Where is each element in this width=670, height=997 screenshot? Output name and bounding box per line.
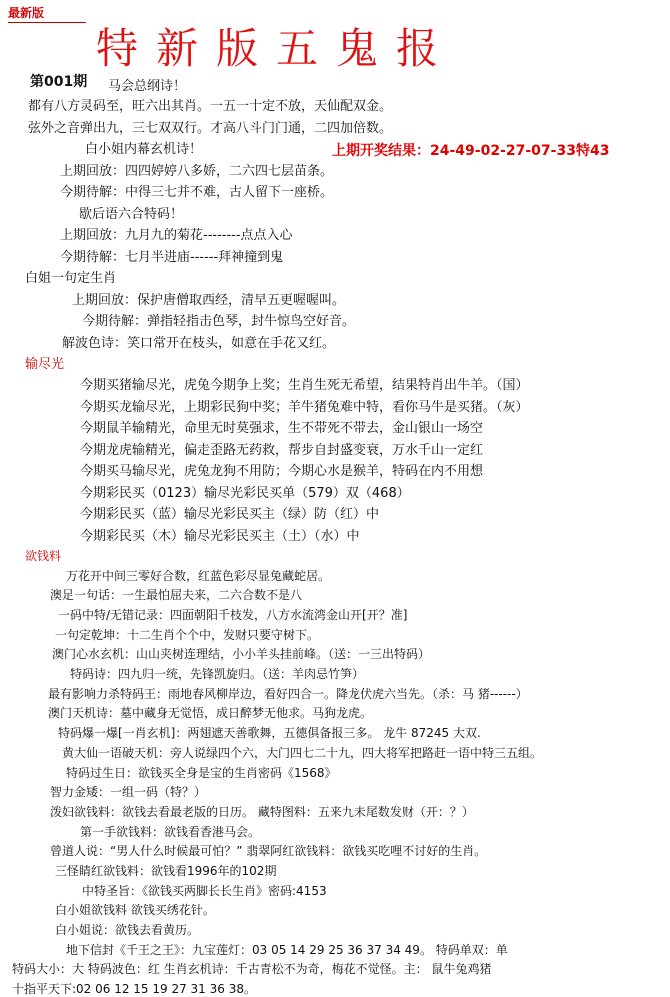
text-line: 白小姐说：欲钱去看黄历。	[55, 923, 200, 937]
text-line: 黄大仙一语破天机：旁人说绿四个六，大门四七二十九，四大将军把路赶一语中特三五组。	[62, 746, 543, 760]
text-line: 今期买龙输尽光，上期彩民狗中奖；羊牛猪兔难中特，看你马牛是买猪。（灰）	[80, 400, 529, 415]
text-line: 白姐一句定生肖	[25, 271, 117, 286]
text-line: 第一手欲钱料：欲钱看香港马会。	[80, 825, 261, 839]
text-line: 澳足一句话：一生最怕屈夫来，二六合数不是八	[50, 588, 303, 602]
badge-underline	[8, 22, 86, 23]
text-line: 中特圣旨：《欲钱买两脚长长生肖》密码:4153	[82, 884, 327, 898]
text-line: 白小姐欲钱料 欲钱买绣花针。	[55, 903, 215, 917]
text-line: 澳门心水玄机：山山夹树连理结，小小羊头挂前峰。（送：一三出特码）	[52, 647, 431, 661]
text-line: 特码过生日：欲钱买全身是宝的生肖密码《1568》	[66, 766, 337, 780]
text-line: 今期待解：中得三七并不难，古人留下一座桥。	[60, 185, 334, 200]
text-line: 上期回放：保护唐僧取西经，清早五更喔喔叫。	[72, 293, 346, 308]
text-line: 特码大小：大 特码波色：红 生肖玄机诗：千古青松不为奇，梅花不觉怪。主： 鼠牛兔鸡猪	[12, 962, 492, 976]
text-line: 今期鼠羊输精光，命里无时莫强求，生不带死不带去，金山银山一场空	[80, 421, 484, 436]
text-line: 曾道人说：“男人什么时候最可怕？” 翡翠阿红欲钱料：欲钱买吃哩不讨好的生肖。	[50, 844, 487, 858]
last-result: 上期开奖结果：24-49-02-27-07-33特43	[332, 143, 610, 159]
text-line: 今期买马输尽光，虎兔龙狗不用防；今期心水是猴羊，特码在内不用想	[80, 464, 484, 479]
text-line: 一码中特/无错记录：四面朝阳千枝发，八方水流湾金山开[开？准]	[58, 608, 408, 622]
text-line: 一句定乾坤：十二生肖个个中，发财只要守树下。	[55, 628, 320, 642]
text-line: 上期回放：四四婷婷八多娇，二六四七层苗条。	[60, 164, 334, 179]
text-line: 特码诗：四九归一统，先锋凯旋归。（送：羊肉忌竹笋）	[70, 667, 365, 681]
text-line: 今期彩民买（木）输尽光彩民买主（土）（水）中	[80, 529, 360, 544]
text-line: 歇后语六合特码！	[79, 207, 184, 222]
text-line: 上期回放：九月九的菊花--------点点入心	[60, 228, 293, 243]
text-line: 最有影响力杀特码王：雨地春风柳岸边，看好四合一。降龙伏虎六当先。（杀：马 猪------）	[48, 687, 528, 701]
text-line: 解波色诗：笑口常开在枝头，如意在手花又红。	[62, 336, 336, 351]
text-line: 泼妇欲钱料：欲钱去看最老版的日历。 藏特图料：五来九未尾数发财（开：？）	[50, 805, 474, 819]
text-line: 今期彩民买（0123）输尽光彩民买单（579）双（468）	[80, 486, 410, 501]
text-line: 十指平天下:02 06 12 15 19 27 31 36 38。	[12, 982, 256, 996]
text-line: 今期彩民买（蓝）输尽光彩民买主（绿）防（红）中	[80, 507, 380, 522]
page-title: 特新版五鬼报	[96, 24, 457, 73]
section-heading: 输尽光	[25, 357, 65, 372]
text-line: 澳门天机诗：墓中藏身无觉悟，成日醉梦无他求。马狗龙虎。	[48, 706, 373, 720]
text-line: 马会总纲诗！	[108, 79, 187, 94]
text-line: 今期龙虎输精光，偏走歪路无药救，帮步自封盛变衰，万水千山一定红	[80, 443, 484, 458]
issue-number: 第001期	[30, 74, 88, 90]
text-line: 万花开中间三零好合数，红蓝色彩尽显兔藏蛇居。	[66, 569, 331, 583]
text-line: 今期待解：弹指轻指击色琴，封牛惊鸟空好音。	[82, 314, 356, 329]
text-line: 今期待解：七月半进庙------拜神撞到鬼	[60, 250, 284, 265]
text-line: 都有八方灵码至，旺六出其肖。一五一十定不放，天仙配双金。	[28, 99, 393, 114]
text-line: 地下信封《千王之王》：九宝莲灯：03 05 14 29 25 36 37 34 49。 特码单双：单	[66, 943, 508, 957]
edition-badge: 最新版	[8, 6, 45, 20]
text-line: 特码爆一爆[一肖玄机]：两翅遮天善歌舞，五德俱备报三多。 龙牛 87245 大双.	[58, 726, 481, 740]
text-line: 白小姐内幕玄机诗！	[85, 142, 203, 157]
text-line: 弦外之音弹出九，三七双双行。才高八斗门门通，二四加倍数。	[28, 121, 393, 136]
text-line: 今期买猪输尽光，虎兔今期争上奖；生肖生死无希望，结果特肖出牛羊。（国）	[80, 378, 529, 393]
text-line: 三怪睛红欲钱料：欲钱看1996年的102期	[55, 864, 277, 878]
section-heading: 欲钱料	[25, 549, 62, 563]
text-line: 智力金矮：一组一码（特？）	[50, 785, 207, 799]
